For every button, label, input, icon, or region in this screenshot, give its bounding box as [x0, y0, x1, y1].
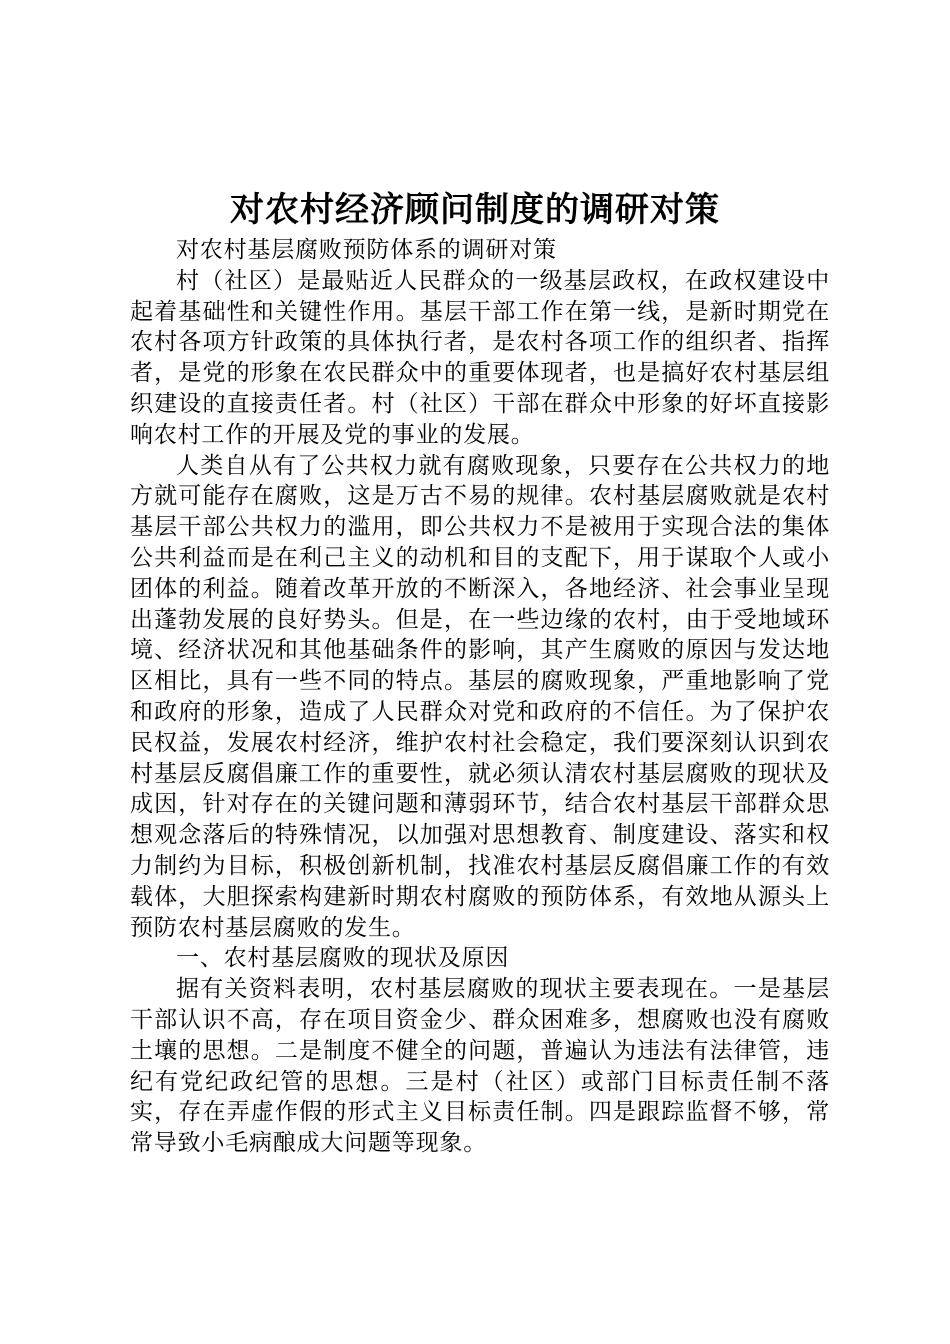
subtitle-paragraph: 对农村基层腐败预防体系的调研对策 — [176, 237, 557, 263]
document-body — [130, 235, 830, 1159]
document-title: 对农村经济顾问制度的调研对策 — [230, 190, 720, 230]
body-paragraph: 人类自从有了公共权力就有腐败现象，只要存在公共权力的地方就可能存在腐败，这是万古不易的规律。农村基层腐败就是农村基层干部公共权力的滥用，即公共权力不是被用于实现合法的集体公共利益而是在利己主义的动机和目的支配下，用于谋取个人或小团体的利益。随着改革开放的不断深入，各地经济、社会事业呈现出蓬勃发展的良好势头。但是，在一些边缘的农村，由于受地域环境、经济状况和其他基础条件的影响，其产生腐败的原因与发达地区相比，具有一些不同的特点。基层的腐败现象，严重地影响了党和政府的形象，造成了人民群众对党和政府的不信任。为了保护农民权益，发展农村经济，维护农村社会稳定，我们要深刻认识到农村基层反腐倡廉工作的重要性，就必须认清农村基层腐败的现状及成因，针对存在的关键问题和薄弱环节，结合农村基层干部群众思想观念落后的特殊情况，以加强对思想教育、制度建设、落实和权力制约为目标，积极创新机制，找准农村基层反腐倡廉工作的有效载体，大胆探索构建新时期农村腐败的预防体系，有效地从源头上预防农村基层腐败的发生。 — [130, 452, 830, 941]
section-heading: 一、农村基层腐败的现状及原因 — [176, 945, 510, 972]
body-paragraph: 据有关资料表明，农村基层腐败的现状主要表现在。一是基层干部认识不高，存在项目资金少、群众困难多，想腐败也没有腐败土壤的思想。二是制度不健全的问题，普遍认为违法有法律管，违纪有党纪政纪管的思想。三是村（社区）或部门目标责任制不落实，存在弄虚作假的形式主义目标责任制。四是跟踪监督不够，常常导致小毛病酿成大问题等现象。 — [130, 976, 830, 1157]
body-paragraph: 村（社区）是最贴近人民群众的一级基层政权，在政权建设中起着基础性和关键性作用。基层干部工作在第一线，是新时期党在农村各项方针政策的具体执行者，是农村各项工作的组织者、指挥者，是党的形象在农民群众中的重要体现者，也是搞好农村基层组织建设的直接责任者。村（社区）干部在群众中形象的好坏直接影响农村工作的开展及党的事业的发展。 — [130, 267, 830, 448]
